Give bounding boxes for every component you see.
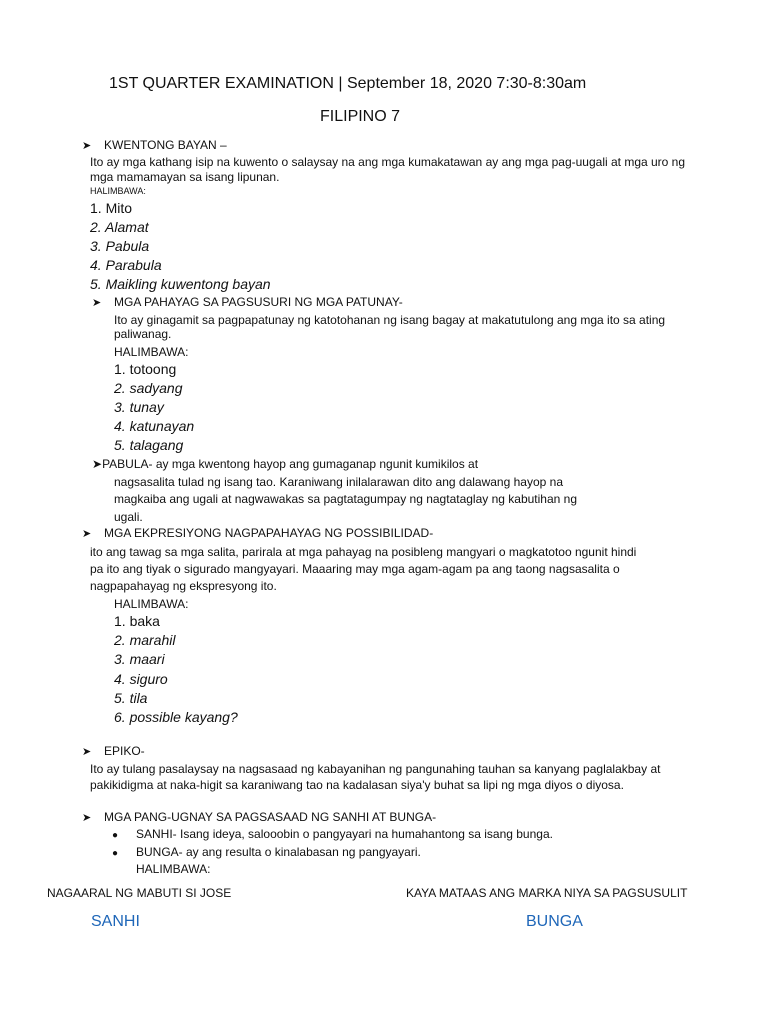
bullet-sanhi — [112, 827, 553, 841]
example-label: HALIMBAWA: — [90, 186, 146, 196]
section-posibilidad — [82, 526, 433, 540]
list-item: 2. Alamat — [90, 219, 149, 235]
list-item: 1. baka — [114, 613, 160, 629]
section-description: paliwanag. — [114, 327, 172, 341]
section-pahayag-pagsusuri — [92, 295, 403, 309]
section-epiko — [82, 744, 145, 758]
list-item: 3. tunay — [114, 399, 164, 415]
section-pabula — [92, 457, 478, 471]
arrow-bullet-icon: ➤ — [82, 746, 92, 758]
list-item: 1. totoong — [114, 361, 177, 377]
example-label: HALIMBAWA: — [114, 597, 189, 611]
section-heading: MGA PANG-UGNAY SA PAGSASAAD NG SANHI AT BUNGA- — [104, 810, 437, 824]
list-item: 1. Mito — [90, 200, 133, 216]
section-kwentong-bayan — [82, 138, 227, 152]
dot-bullet-icon: ● — [112, 848, 119, 859]
arrow-bullet-icon: ➤ — [92, 457, 103, 471]
section-heading: MGA EKPRESIYONG NAGPAPAHAYAG NG POSSIBILIDAD- — [104, 526, 434, 540]
subject-title: FILIPINO 7 — [320, 108, 401, 125]
section-text: nagsasalita tulad ng isang tao. Karaniwang inilalarawan dito ang dalawang hayop na — [114, 475, 563, 489]
left-example: NAGAARAL NG MABUTI SI JOSE — [47, 886, 232, 900]
bunga-label: BUNGA — [526, 913, 583, 930]
right-example: KAYA MATAAS ANG MARKA NIYA SA PAGSUSULIT — [406, 886, 688, 900]
list-item: 4. siguro — [114, 671, 168, 687]
section-text: ugali. — [114, 510, 143, 524]
list-item: 3. Pabula — [90, 238, 150, 254]
list-item: 4. katunayan — [114, 418, 195, 434]
list-item: 3. maari — [114, 651, 165, 667]
section-heading: EPIKO- — [104, 744, 145, 758]
list-item: 2. marahil — [114, 632, 176, 648]
section-description: nagpapahayag ng ekspresyong ito. — [90, 579, 277, 593]
section-sanhi-bunga — [82, 810, 436, 824]
section-text: PABULA- ay mga kwentong hayop ang gumaganap ngunit kumikilos at — [102, 457, 479, 471]
section-text: magkaiba ang ugali at nagwawakas sa pagtatagumpay ng nagtataglay ng kabutihan ng — [114, 492, 578, 506]
bullet-text: BUNGA- ay ang resulta o kinalabasan ng pangyayari. — [136, 845, 421, 859]
section-description: Ito ay ginagamit sa pagpapatunay ng katotohanan ng isang bagay at makatutulong ang mga ito sa ating — [114, 313, 666, 327]
list-item: 5. Maikling kuwentong bayan — [90, 276, 271, 292]
section-description: ito ang tawag sa mga salita, parirala at mga pahayag na posibleng mangyari o magkatotoo ngunit hindi — [90, 545, 637, 559]
list-item: 4. Parabula — [90, 257, 162, 273]
arrow-bullet-icon: ➤ — [92, 297, 102, 309]
section-description: Ito ay mga kathang isip na kuwento o salaysay na ang mga kumakatawan ay ang mga pag-uugali at mga uro ng — [90, 155, 686, 169]
list-item: 5. talagang — [114, 437, 184, 453]
arrow-bullet-icon: ➤ — [82, 528, 92, 540]
bullet-text: SANHI- Isang ideya, salooobin o pangyayari na humahantong sa isang bunga. — [136, 827, 553, 841]
example-label: HALIMBAWA: — [114, 345, 189, 359]
section-description: pakikidigma at naka-higit sa karaniwang tao na kadalasan siya'y buhat sa lipi ng mga diyos o diyosa. — [90, 778, 624, 792]
section-description: mga mamamayan sa isang lipunan. — [90, 170, 280, 184]
arrow-bullet-icon: ➤ — [82, 140, 92, 152]
section-description: pa ito ang tiyak o sigurado mangyayari. Maaaring may mga agam-agam pa ang taong nagsasalita o — [90, 562, 620, 576]
list-item: 2. sadyang — [114, 380, 183, 396]
section-heading: KWENTONG BAYAN – — [104, 138, 227, 152]
arrow-bullet-icon: ➤ — [82, 812, 92, 824]
list-item: 6. possible kayang? — [114, 709, 238, 725]
sanhi-label: SANHI — [91, 913, 140, 930]
list-item: 5. tila — [114, 690, 148, 706]
exam-title: 1ST QUARTER EXAMINATION | September 18, 2020 7:30-8:30am — [109, 75, 587, 92]
section-description: Ito ay tulang pasalaysay na nagsasaad ng kabayanihan ng pangunahing tauhan sa kanyang paglalakbay at — [90, 762, 661, 776]
example-label: HALIMBAWA: — [136, 862, 211, 876]
dot-bullet-icon: ● — [112, 830, 119, 841]
section-heading: MGA PAHAYAG SA PAGSUSURI NG MGA PATUNAY- — [114, 295, 403, 309]
bullet-bunga — [112, 845, 421, 859]
